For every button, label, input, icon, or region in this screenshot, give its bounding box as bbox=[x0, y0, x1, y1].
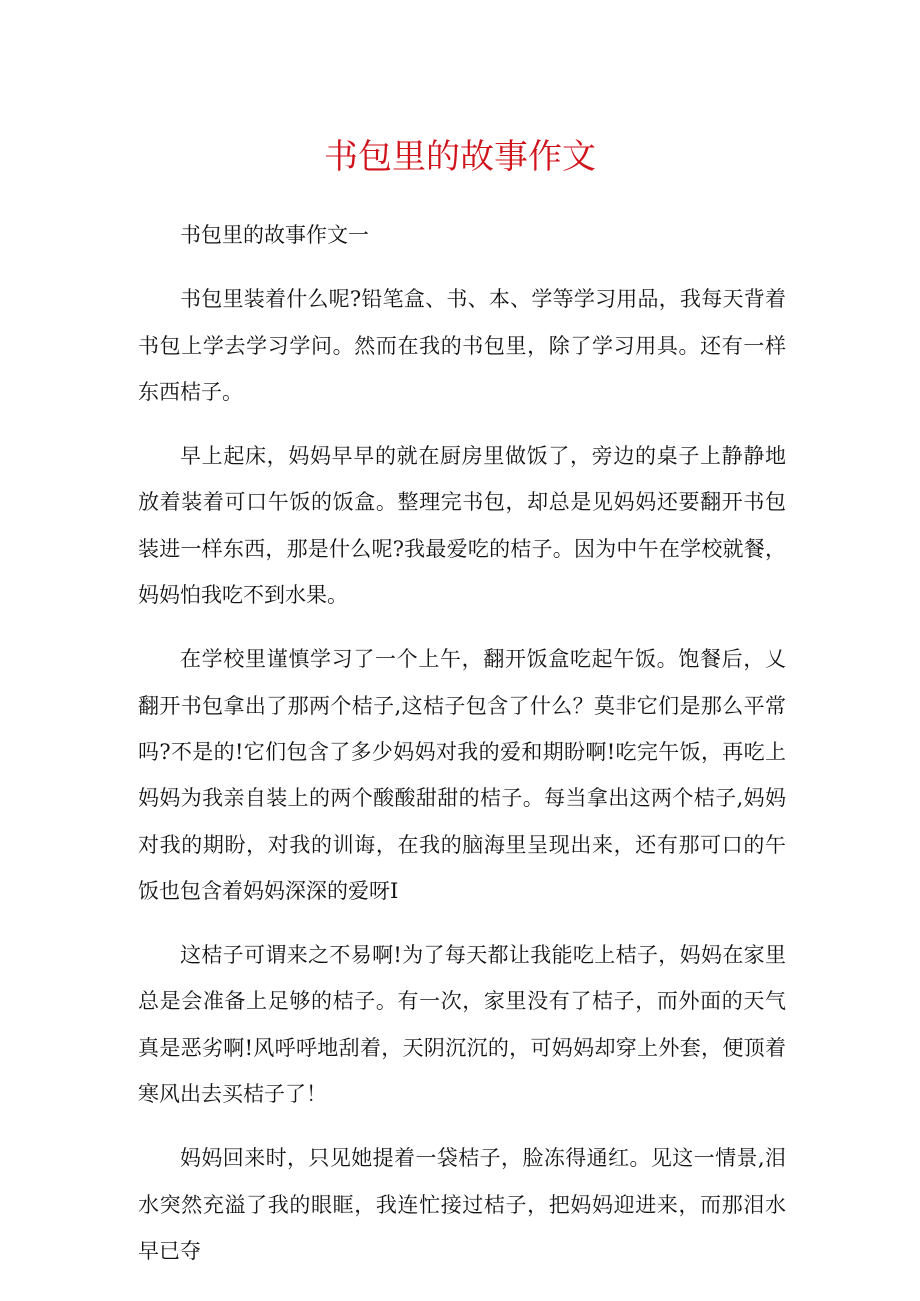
paragraph-2: 早上起床，妈妈早早的就在厨房里做饭了，旁边的桌子上静静地放着装着可口午饭的饭盒。整理完书包，却总是见妈妈还要翻开书包装进一样东西，那是什么呢?我最爱吃的桔子。因为中午在学校就餐，妈妈怕我吃不到水果。 bbox=[138, 444, 786, 608]
paragraph-4: 这桔子可谓来之不易啊!为了每天都让我能吃上桔子，妈妈在家里总是会准备上足够的桔子。有一次，家里没有了桔子，而外面的天气真是恶劣啊!风呼呼地刮着，天阴沉沉的，可妈妈却穿上外套，便顶着寒风出去买桔子了！ bbox=[138, 943, 786, 1107]
essay-subheading: 书包里的故事作文一 bbox=[180, 223, 369, 247]
paragraph-3: 在学校里谨慎学习了一个上午，翻开饭盒吃起午饭。饱餐后，乂翻开书包拿出了那两个桔子,这桔子包含了什么？莫非它们是那么平常吗?不是的!它们包含了多少妈妈对我的爱和期盼啊!吃完午饭，再吃上妈妈为我亲自装上的两个酸酸甜甜的桔子。每当拿出这两个桔子,妈妈对我的期盼，对我的训诲，在我的脑海里呈现出来，还有那可口的午饭也包含着妈妈深深的爱呀I bbox=[138, 647, 786, 903]
document-title: 书包里的故事作文 bbox=[324, 137, 596, 177]
paragraph-1: 书包里装着什么呢?铅笔盒、书、本、学等学习用品，我每天背着书包上学去学习学问。然而在我的书包里，除了学习用具。还有一样东西桔子。 bbox=[138, 287, 786, 404]
document-body bbox=[138, 212, 786, 1292]
paragraph-5: 妈妈回来时，只见她提着一袋桔子，脸冻得通红。见这一情景,泪水突然充溢了我的眼眶，我连忙接过桔子，把妈妈迎进来，而那泪水早已夺 bbox=[138, 1146, 786, 1263]
